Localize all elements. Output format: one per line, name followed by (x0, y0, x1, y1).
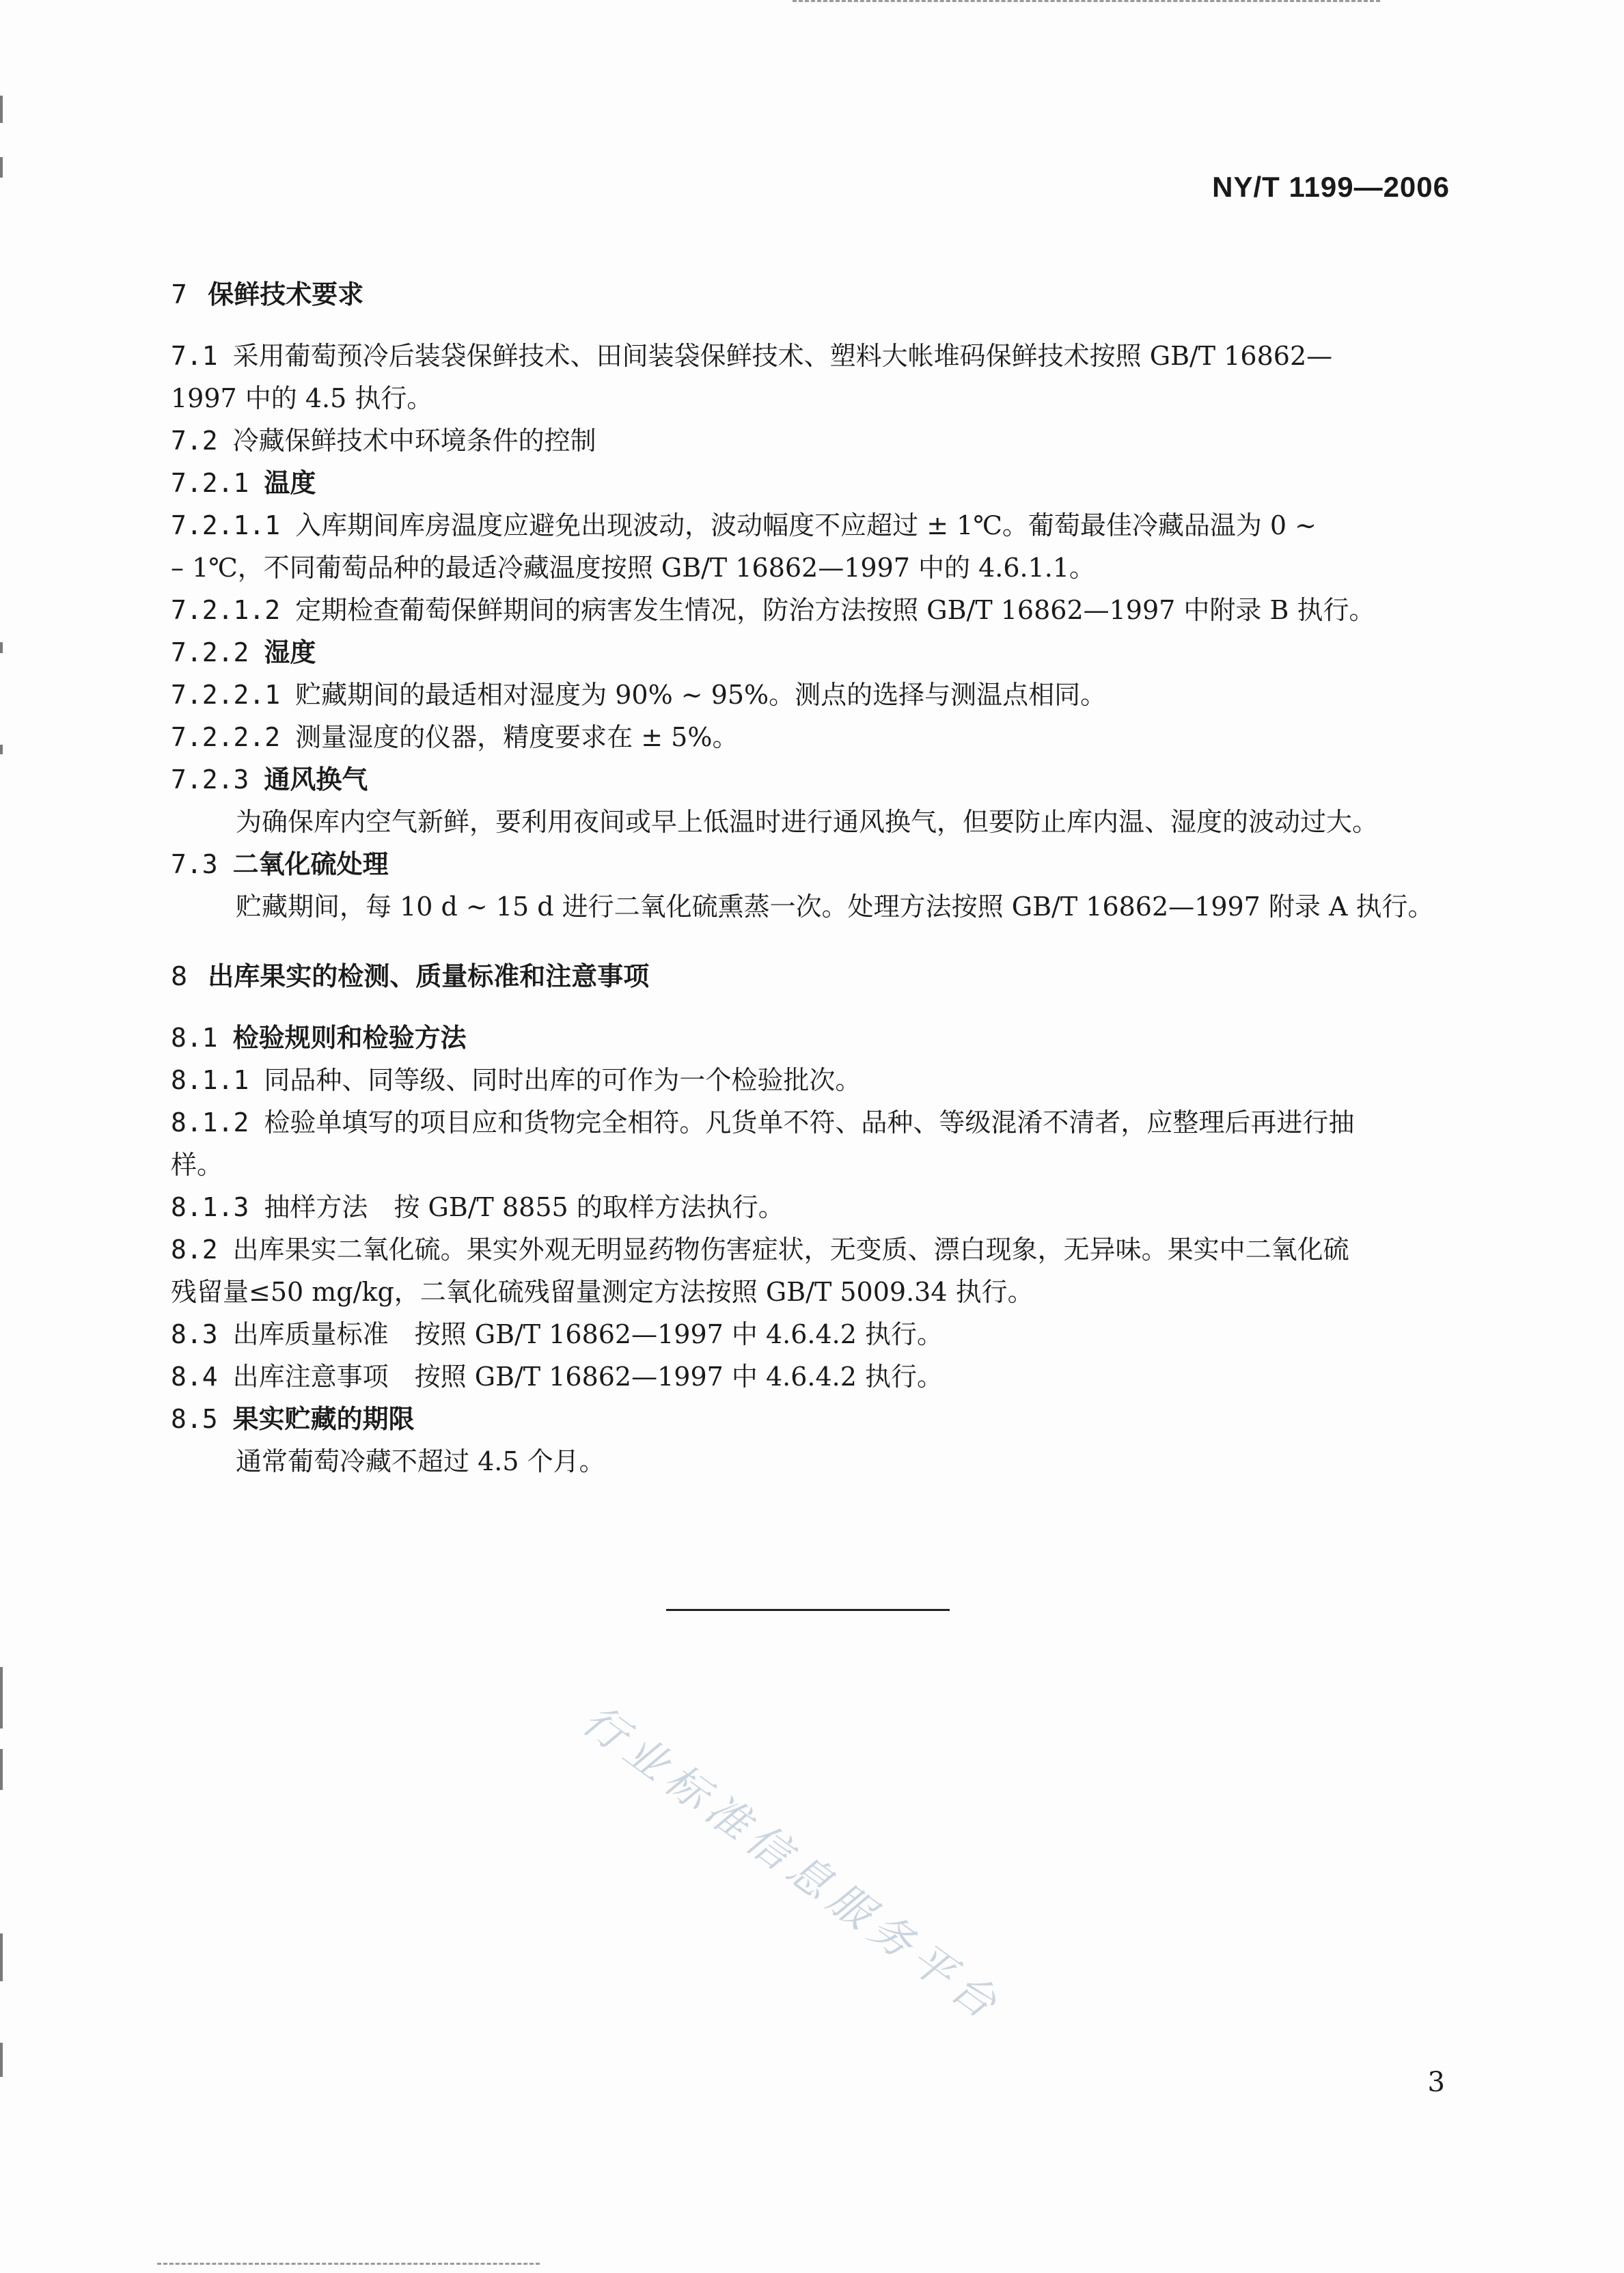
clause-text: 出库质量标准 按照 GB/T 16862—1997 中 4.6.4.2 执行。 (232, 1319, 944, 1349)
clause-paragraph: 贮藏期间，每 10 d ~ 15 d 进行二氧化硫熏蒸一次。处理方法按照 GB/T 16862—1997 附录 A 执行。 (236, 892, 1434, 922)
clause-heading (171, 631, 1455, 674)
clause-number: 8.1.3 (171, 1192, 249, 1222)
chapter-heading (171, 955, 1455, 997)
scan-edge-mark (0, 745, 3, 754)
clause-number: 7.2.1 (171, 468, 249, 498)
clause (171, 1228, 1455, 1271)
scan-artifact-top (793, 0, 1380, 6)
end-of-standard-rule (666, 1609, 950, 1611)
clause-text: 定期检查葡萄保鲜期间的病害发生情况，防治方法按照 GB/T 16862—1997 中附录 B 执行。 (295, 595, 1375, 625)
clause-title: 果实贮藏的期限 (232, 1404, 415, 1434)
clause-number: 7.2.2 (171, 637, 249, 667)
clause-text: 出库注意事项 按照 GB/T 16862—1997 中 4.6.4.2 执行。 (232, 1362, 944, 1392)
clause-number: 8.1.2 (171, 1107, 249, 1138)
clause-text: 抽样方法 按 GB/T 8855 的取样方法执行。 (264, 1192, 784, 1222)
chapter-title: 出库果实的检测、质量标准和注意事项 (208, 961, 650, 991)
clause (171, 1101, 1455, 1144)
clause-number: 7.2.1.2 (171, 595, 281, 625)
clause-continuation: – 1℃，不同葡萄品种的最适冷藏温度按照 GB/T 16862—1997 中的 4.6.1.1。 (171, 553, 1096, 583)
clause-number: 8.1.1 (171, 1065, 249, 1095)
clause-number: 8.5 (171, 1404, 218, 1434)
watermark: 行业标准信息服务平台 (573, 1694, 1013, 2033)
scan-edge-mark (0, 1749, 3, 1790)
clause (171, 1355, 1455, 1398)
clause-paragraph: 通常葡萄冷藏不超过 4.5 个月。 (236, 1446, 605, 1476)
clause (171, 1313, 1455, 1355)
clause-number: 7.1 (171, 341, 218, 371)
document-body (171, 273, 1455, 1483)
clause-text: 贮藏期间的最适相对湿度为 90% ~ 95%。测点的选择与测温点相同。 (295, 680, 1107, 710)
scan-edge-mark (0, 642, 3, 653)
clause-title: 湿度 (264, 637, 316, 667)
page-number: 3 (1427, 2067, 1445, 2098)
clause (171, 674, 1455, 716)
chapter-number: 8 (171, 961, 188, 991)
clause-text: 检验单填写的项目应和货物完全相符。凡货单不符、品种、等级混淆不清者，应整理后再进行抽 (264, 1107, 1355, 1138)
clause-heading (171, 1398, 1455, 1440)
clause-heading (171, 1017, 1455, 1059)
clause-title: 通风换气 (264, 764, 368, 795)
clause (171, 504, 1455, 547)
clause-heading (171, 758, 1455, 801)
scan-edge-mark (0, 96, 3, 123)
clause-title: 二氧化硫处理 (232, 849, 389, 879)
clause-continuation: 样。 (171, 1150, 223, 1180)
clause-text: 采用葡萄预冷后装袋保鲜技术、田间装袋保鲜技术、塑料大帐堆码保鲜技术按照 GB/T 16862— (232, 341, 1333, 371)
clause-number: 7.2 (171, 426, 218, 456)
clause-number: 8.3 (171, 1319, 218, 1349)
chapter-title: 保鲜技术要求 (208, 279, 364, 309)
clause-number: 8.1 (171, 1023, 218, 1053)
clause (171, 716, 1455, 758)
clause-number: 8.4 (171, 1362, 218, 1392)
scan-edge-mark (0, 1933, 3, 1981)
clause (171, 589, 1455, 631)
clause-text: 入库期间库房温度应避免出现波动，波动幅度不应超过 ± 1℃。葡萄最佳冷藏品温为 0 ~ (295, 510, 1317, 540)
clause-title: 检验规则和检验方法 (232, 1023, 467, 1053)
clause-text: 测量湿度的仪器，精度要求在 ± 5%。 (295, 722, 739, 752)
clause-number: 8.2 (171, 1235, 218, 1265)
clause-heading (171, 462, 1455, 504)
scan-artifact-bottom (157, 2263, 540, 2268)
scan-edge-mark (0, 2043, 3, 2077)
scan-edge-mark (0, 1667, 3, 1728)
clause-continuation: 残留量≤50 mg/kg，二氧化硫残留量测定方法按照 GB/T 5009.34 执行。 (171, 1277, 1034, 1307)
chapter-heading (171, 273, 1455, 316)
clause-heading (171, 843, 1455, 885)
clause-number: 7.2.2.1 (171, 680, 281, 710)
clause-number: 7.2.1.1 (171, 510, 281, 540)
clause (171, 1059, 1455, 1101)
scan-edge-mark (0, 157, 3, 178)
clause (171, 1186, 1455, 1228)
clause-number: 7.2.3 (171, 764, 249, 795)
clause-continuation: 1997 中的 4.5 执行。 (171, 383, 433, 413)
clause-number: 7.2.2.2 (171, 722, 281, 752)
clause (171, 419, 1455, 462)
clause-text: 出库果实二氧化硫。果实外观无明显药物伤害症状，无变质、漂白现象，无异味。果实中二氧化硫 (232, 1235, 1349, 1265)
clause-text: 冷藏保鲜技术中环境条件的控制 (232, 426, 596, 456)
clause-paragraph: 为确保库内空气新鲜，要利用夜间或早上低温时进行通风换气，但要防止库内温、湿度的波动过大。 (236, 807, 1379, 837)
clause (171, 335, 1455, 377)
standard-number: NY/T 1199—2006 (1212, 171, 1450, 203)
clause-text: 同品种、同等级、同时出库的可作为一个检验批次。 (264, 1065, 862, 1095)
clause-number: 7.3 (171, 849, 218, 879)
chapter-number: 7 (171, 279, 188, 309)
clause-title: 温度 (264, 468, 316, 498)
